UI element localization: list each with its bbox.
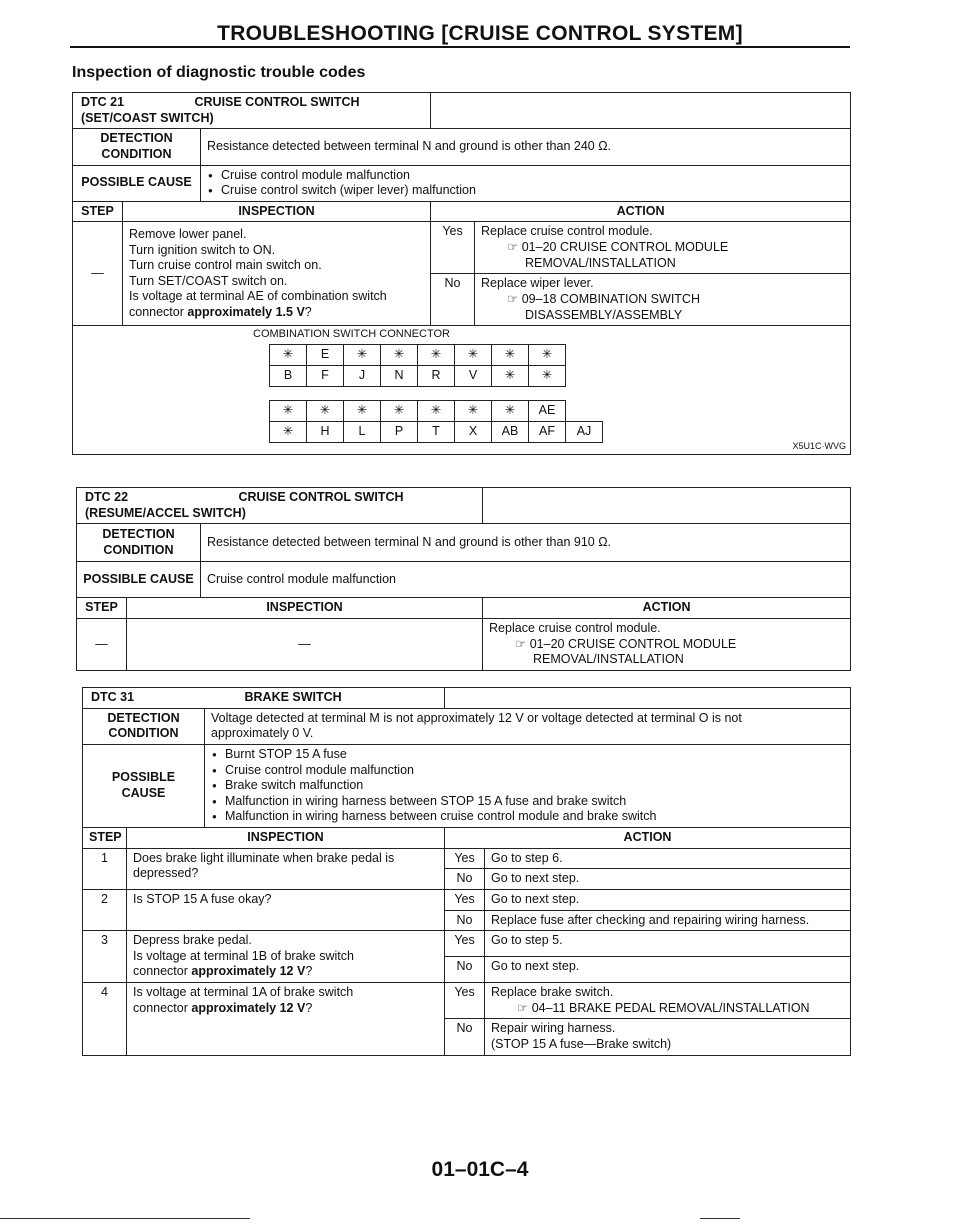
dtc22-inspection-header: INSPECTION (127, 598, 483, 619)
dtc21-cause-label: POSSIBLE CAUSE (73, 165, 201, 201)
connector-pin: ✳ (418, 345, 455, 366)
dtc21-step-header: STEP (73, 201, 123, 222)
dtc22-code-header (77, 488, 483, 524)
dtc21-inspection-line (129, 305, 424, 321)
connector-pin: N (381, 366, 418, 387)
dtc31-step4-no-ref: (STOP 15 A fuse—Brake switch) (491, 1037, 672, 1051)
dtc21-no-action-text: Replace wiper lever. (481, 276, 594, 291)
dtc22-header-blank (483, 488, 851, 524)
title-rule (70, 46, 850, 48)
dtc31-cause-item: ● Burnt STOP 15 A fuse (225, 747, 844, 763)
dtc31-header-blank (445, 688, 851, 709)
dtc21-inspection-line: Turn ignition switch to ON. (129, 242, 276, 257)
dtc21-yes-action (475, 222, 851, 274)
dtc21-step-number: — (73, 222, 123, 326)
dtc31-step3-yes-action: Go to step 5. (485, 931, 851, 957)
dtc22-action-text: Replace cruise control module. (489, 620, 661, 635)
dtc21-name: CRUISE CONTROL SWITCH (SET/COAST SWITCH) (81, 95, 360, 125)
dtc31-step2-no-action: Replace fuse after checking and repairing wiring harness. (485, 910, 851, 931)
connector-diagram (73, 326, 850, 454)
dtc22-cause-text: Cruise control module malfunction (201, 562, 851, 598)
connector-pin: ✳ (381, 345, 418, 366)
connector-pin: E (307, 345, 344, 366)
dtc31-step4-number: 4 (83, 983, 127, 1056)
dtc31-inspection-header: INSPECTION (127, 828, 445, 849)
connector-pin: ✳ (270, 422, 307, 443)
dtc21-yes-ref2: REMOVAL/INSTALLATION (525, 255, 676, 270)
dtc21-detection-text: Resistance detected between terminal N and ground is other than 240 Ω. (201, 129, 851, 165)
dtc31-cause-label: POSSIBLE CAUSE (83, 744, 205, 827)
dtc21-code: DTC 21 (81, 95, 125, 109)
dtc31-name: BRAKE SWITCH (244, 690, 342, 704)
dtc21-cause-item: ● Cruise control module malfunction (221, 168, 844, 184)
dtc31-step4-end: ? (305, 1000, 313, 1015)
connector-pin: AJ (566, 422, 603, 443)
connector-pin: V (455, 366, 492, 387)
connector-pin: R (418, 366, 455, 387)
dtc31-step1-no-label: No (445, 869, 485, 890)
dtc21-cause-list (201, 165, 851, 201)
connector-pin: ✳ (455, 401, 492, 422)
dtc31-action-header: ACTION (445, 828, 851, 849)
connector-pin: T (418, 422, 455, 443)
dtc22-name: CRUISE CONTROL SWITCH (RESUME/ACCEL SWITCH) (85, 490, 404, 520)
connector-pin: X (455, 422, 492, 443)
connector-code: X5U1C·WVG (792, 440, 847, 451)
connector-pin: ✳ (307, 401, 344, 422)
dtc21-inspection-header: INSPECTION (123, 201, 431, 222)
page-title: TROUBLESHOOTING [CRUISE CONTROL SYSTEM] (217, 22, 743, 45)
dtc21-no-ref2: DISASSEMBLY/ASSEMBLY (525, 307, 683, 322)
dtc21-tail-plain: connector (129, 305, 188, 319)
dtc21-inspection-line: Remove lower panel. (129, 226, 247, 241)
connector-pin: H (307, 422, 344, 443)
dtc22-table (76, 487, 851, 671)
dtc21-no-label: No (431, 274, 475, 326)
dtc31-step3-plain: connector (133, 964, 192, 979)
connector-pin: ✳ (418, 401, 455, 422)
connector-pin: ✳ (529, 345, 566, 366)
dtc22-step-number: — (77, 618, 127, 670)
dtc31-step1-yes-action: Go to step 6. (485, 848, 851, 869)
connector-pin: L (344, 422, 381, 443)
connector-diagram-cell (73, 326, 851, 455)
dtc31-step3-no-label: No (445, 957, 485, 983)
connector-pin: P (381, 422, 418, 443)
connector-pin: J (344, 366, 381, 387)
dtc21-action-header: ACTION (431, 201, 851, 222)
connector-pin: AF (529, 422, 566, 443)
footer-rule-right (700, 1218, 740, 1219)
dtc31-step4-bold: approximately 12 V (191, 1000, 306, 1015)
dtc31-step4-no-action: Repair wiring harness. (491, 1021, 616, 1036)
dtc31-step1-line: Does brake light illuminate when brake pedal is (133, 850, 395, 865)
dtc31-step3-line (133, 964, 438, 980)
dtc31-step4-inspection (127, 983, 445, 1056)
dtc22-action-cell (483, 618, 851, 670)
dtc31-cause-item: ● Malfunction in wiring harness between STOP 15 A fuse and brake switch (225, 794, 844, 810)
dtc31-step4-yes-label: Yes (445, 983, 485, 1019)
dtc21-yes-label: Yes (431, 222, 475, 274)
dtc22-detection-label: DETECTION CONDITION (77, 524, 201, 562)
dtc31-cause-list (205, 744, 851, 827)
dtc21-code-header (73, 93, 431, 129)
dtc31-code: DTC 31 (91, 690, 135, 704)
dtc31-step1-inspection (127, 848, 445, 889)
connector-pin: ✳ (492, 345, 529, 366)
footer-rule-left (0, 1218, 250, 1219)
dtc31-step4-no-label: No (445, 1019, 485, 1055)
dtc21-yes-action-text: Replace cruise control module. (481, 224, 653, 239)
dtc21-no-action (475, 274, 851, 326)
dtc21-inspection-line: Turn cruise control main switch on. (129, 258, 322, 273)
dtc22-ref2: REMOVAL/INSTALLATION (533, 652, 684, 667)
dtc21-tail-bold: approximately 1.5 V (187, 305, 305, 319)
dtc31-step4-line: Is voltage at terminal 1A of brake switch (133, 985, 354, 1000)
dtc31-step2-number: 2 (83, 889, 127, 930)
dtc21-detection-label: DETECTION CONDITION (73, 129, 201, 165)
dtc31-step4-yes-cell (485, 983, 851, 1019)
dtc31-step3-inspection (127, 931, 445, 983)
dtc31-step3-end: ? (305, 964, 313, 979)
dtc31-cause-item: ● Cruise control module malfunction (225, 763, 844, 779)
connector-pin: ✳ (455, 345, 492, 366)
connector-pin: B (270, 366, 307, 387)
dtc31-code-header (83, 688, 445, 709)
dtc21-tail-end: ? (304, 305, 312, 319)
page-number: 01–01C–4 (431, 1158, 529, 1181)
connector-pin: ✳ (270, 345, 307, 366)
dtc31-step1-no-action: Go to next step. (485, 869, 851, 890)
dtc31-cause-item: ● Malfunction in wiring harness between cruise control module and brake switch (225, 809, 844, 825)
connector-pin: ✳ (381, 401, 418, 422)
connector-pin: ✳ (492, 366, 529, 387)
dtc22-cause-label: POSSIBLE CAUSE (77, 562, 201, 598)
dtc21-yes-ref: ☞ 01–20 CRUISE CONTROL MODULE (507, 240, 729, 254)
dtc31-detection-label: DETECTION CONDITION (83, 708, 205, 744)
dtc31-step1-line: depressed? (133, 866, 199, 881)
dtc31-step2-yes-action: Go to next step. (485, 889, 851, 910)
dtc22-inspection-text: — (127, 618, 483, 670)
dtc31-step2-inspection: Is STOP 15 A fuse okay? (127, 889, 445, 930)
dtc31-step3-no-action: Go to next step. (485, 957, 851, 983)
connector-title: COMBINATION SWITCH CONNECTOR (253, 328, 450, 341)
dtc21-header-blank (431, 93, 851, 129)
dtc21-no-ref: ☞ 09–18 COMBINATION SWITCH (507, 291, 700, 306)
connector-pin: ✳ (492, 401, 529, 422)
dtc21-inspection-line: Is voltage at terminal AE of combination switch (129, 289, 387, 304)
dtc31-detection-line: Voltage detected at terminal M is not approximately 12 V or voltage detected at terminal O is not (211, 710, 742, 725)
connector-pin: ✳ (529, 366, 566, 387)
dtc31-cause-item: ● Brake switch malfunction (225, 778, 844, 794)
dtc22-action-header: ACTION (483, 598, 851, 619)
connector-pin: ✳ (344, 401, 381, 422)
dtc21-table (72, 92, 851, 455)
connector-pin: AB (492, 422, 529, 443)
dtc22-step-header: STEP (77, 598, 127, 619)
connector-blank (566, 401, 603, 422)
dtc31-step-header: STEP (83, 828, 127, 849)
dtc31-step1-yes-label: Yes (445, 848, 485, 869)
dtc31-table (82, 687, 851, 1056)
dtc31-step3-number: 3 (83, 931, 127, 983)
connector-pin: F (307, 366, 344, 387)
dtc21-inspection-line: Turn SET/COAST switch on. (129, 273, 288, 288)
dtc31-step4-yes-action: Replace brake switch. (491, 985, 614, 1000)
dtc31-step2-no-label: No (445, 910, 485, 931)
connector-pin: AE (529, 401, 566, 422)
dtc31-detection-text (205, 708, 851, 744)
dtc22-code: DTC 22 (85, 490, 129, 504)
dtc31-step4-no-cell (485, 1019, 851, 1055)
dtc31-step4-yes-ref: ☞ 04–11 BRAKE PEDAL REMOVAL/INSTALLATION (517, 1000, 810, 1015)
dtc31-step3-line: Depress brake pedal. (133, 933, 252, 948)
connector-lower-block (269, 400, 603, 443)
dtc22-detection-text: Resistance detected between terminal N and ground is other than 910 Ω. (201, 524, 851, 562)
section-heading: Inspection of diagnostic trouble codes (72, 64, 366, 81)
dtc21-inspection-text (123, 222, 431, 326)
connector-upper-block (269, 344, 566, 387)
dtc22-ref: ☞ 01–20 CRUISE CONTROL MODULE (515, 636, 737, 651)
dtc31-step3-yes-label: Yes (445, 931, 485, 957)
dtc31-step4-line (133, 1001, 438, 1017)
dtc21-cause-item: ● Cruise control switch (wiper lever) malfunction (221, 183, 844, 199)
dtc31-detection-line: approximately 0 V. (211, 726, 314, 741)
connector-pin: ✳ (344, 345, 381, 366)
dtc31-step3-bold: approximately 12 V (191, 964, 306, 979)
dtc31-step2-yes-label: Yes (445, 889, 485, 910)
dtc31-step3-line: Is voltage at terminal 1B of brake switch (133, 948, 354, 963)
dtc31-step1-number: 1 (83, 848, 127, 889)
dtc31-step4-plain: connector (133, 1000, 192, 1015)
connector-pin: ✳ (270, 401, 307, 422)
